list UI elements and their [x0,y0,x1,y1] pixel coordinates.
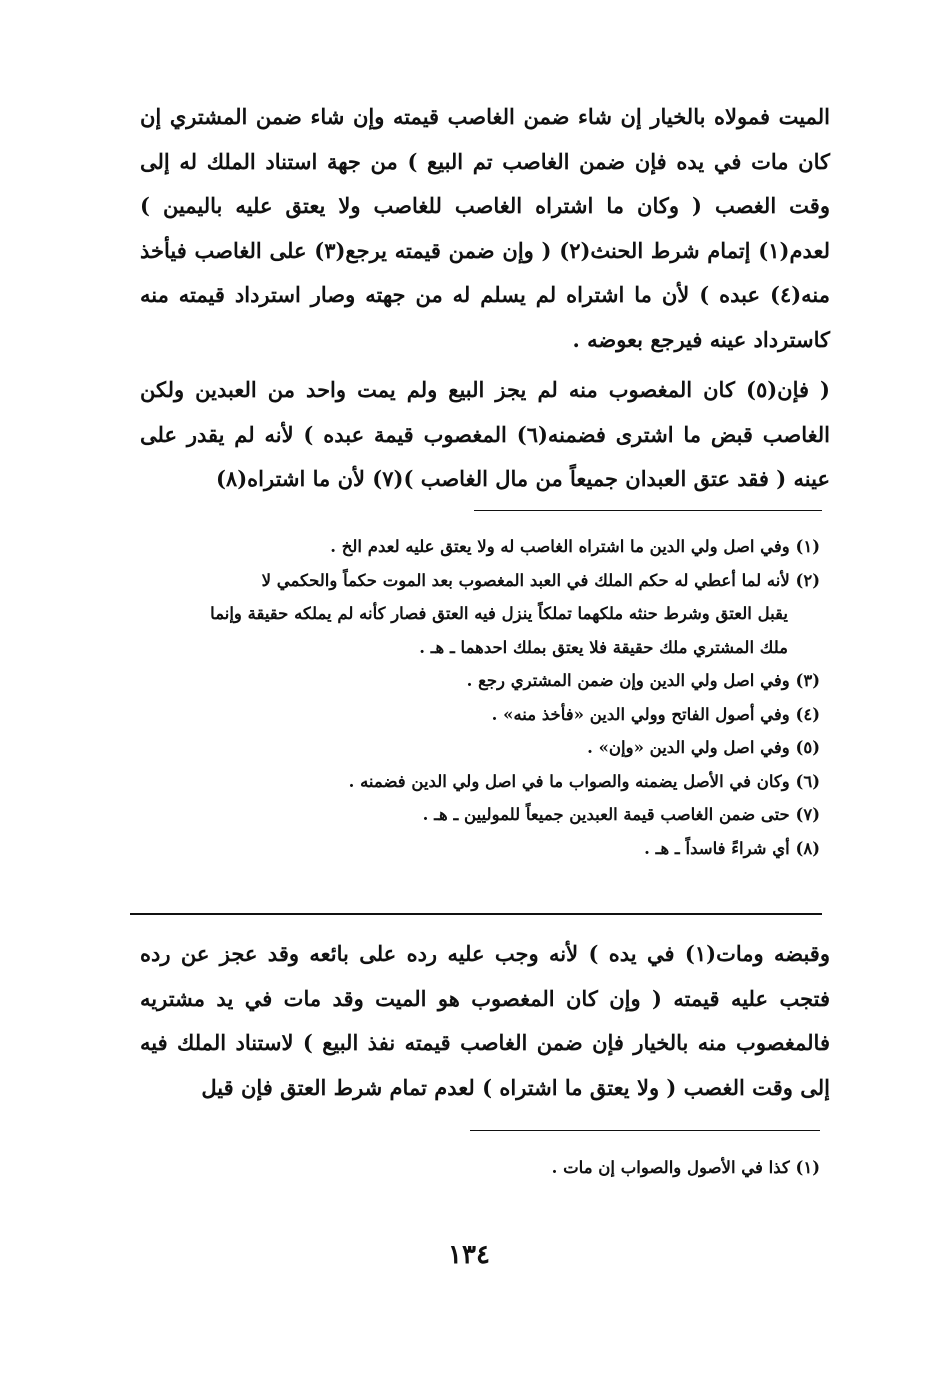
lower-main-text [140,932,830,1110]
page-number: ١٣٤ [448,1240,490,1270]
upper-main-text [140,95,830,502]
lower-footnote-1: (١) كذا في الأصول والصواب إن مات . [551,1158,820,1177]
footnote-separator-lower [470,1130,820,1131]
footnote-6: (٦) وكان في الأصل يضمنه والصواب ما في اصل ولي الدين فضمنه . [348,771,820,791]
lower-paragraph-1: وقبضه ومات(١) في يده ) لأنه وجب عليه رده على بائعه وقد عجز عن رده فتجب عليه قيمته ( وإن كان المغصوب هو الميت وقد مات في يد مشتريه فالمغصوب منه بالخيار فإن ضمن الغاصب قيمته نفذ البيع ) لاستناد الملك فيه إلى وقت الغصب ( ولا يعتق ما اشتراه ) لعدم تمام شرط العتق فإن قيل [140,941,830,1100]
section-divider [130,913,822,915]
upper-paragraph-2: ( فإن(٥) كان المغصوب منه لم يجز البيع ولم يمت واحد من العبدين ولكن الغاصب قبض ما اشترى فضمنه(٦) المغصوب قيمة عبده ) لأنه لم يقدر على عينه ( فقد عتق العبدان جميعاً من مال الغاصب )(٧) لأن ما اشتراه(٨) [140,377,831,491]
upper-footnotes-list [140,530,820,865]
footnote-3: (٣) وفي اصل ولي الدين وإن ضمن المشتري رجع . [466,671,820,690]
footnote-2-line-1: (٢) لأنه لما أعطي له حكم الملك في العبد المغصوب بعد الموت حكماً والحكمي لا [261,570,820,590]
footnote-5: (٥) وفي اصل ولي الدين «وإن» . [587,738,820,757]
footnote-2-line-3: ملك المشتري ملك حقيقة فلا يعتق بملك احدهما ـ هـ . [419,637,788,657]
footnote-1: (١) وفي اصل ولي الدين ما اشتراه الغاصب له ولا يعتق عليه لعدم الخ . [330,537,820,556]
footnote-7: (٧) حتى ضمن الغاصب قيمة العبدين جميعاً للموليين ـ هـ . [422,805,820,824]
footnote-separator-upper [474,510,822,511]
footnote-2-line-2: يقبل العتق وشرط حنثه ملكهما تملكاً ينزل فيه العتق فصار كأنه لم يملكه حقيقة وإنما [210,604,788,623]
footnote-4: (٤) وفي أصول الفاتح وولي الدين «فأخذ منه» . [491,704,820,724]
footnote-8: (٨) أي شراءً فاسداً ـ هـ . [644,838,820,858]
upper-paragraph-1: الميت فمولاه بالخيار إن شاء ضمن الغاصب قيمته وإن شاء ضمن المشتري إن كان مات في يده فإن ضمن الغاصب تم البيع ) من جهة استناد الملك له إلى وقت الغصب ( وكان ما اشتراه الغاصب للغاصب ولا يعتق عليه باليمين ) لعدم(١) إتمام شرط الحنث(٢) ( وإن ضمن قيمته يرجع(٣) على الغاصب فيأخذ منه(٤) عبده ) لأن ما اشتراه لم يسلم له من جهته وصار استرداد قيمته منه كاسترداد عينه فيرجع بعوضه . [140,104,831,352]
lower-footnotes-list [140,1151,820,1185]
